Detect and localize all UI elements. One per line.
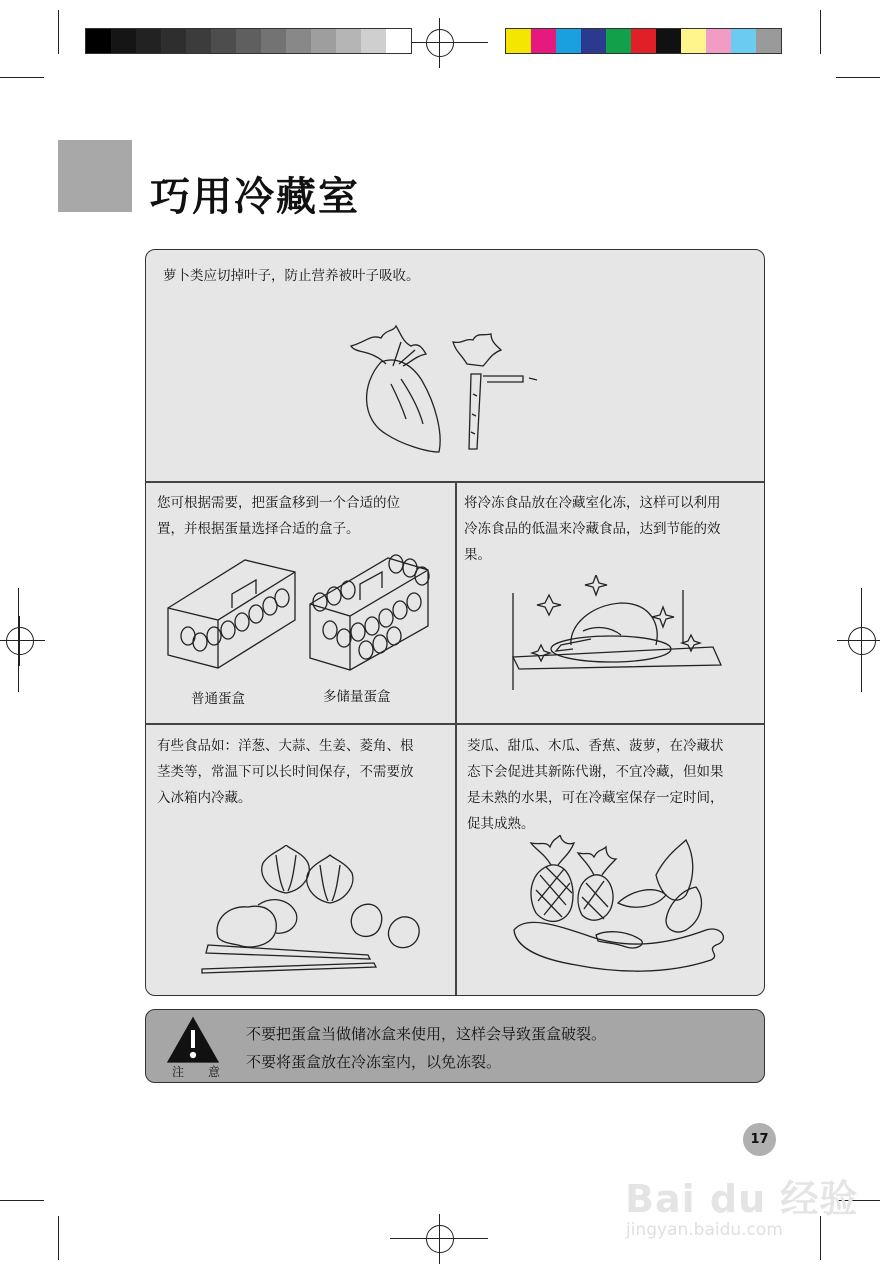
calibration-swatch — [386, 29, 411, 53]
warning-triangle-icon — [166, 1016, 220, 1064]
baidu-watermark: Bai du 经验 — [625, 1177, 859, 1221]
calibration-swatch — [706, 29, 731, 53]
calibration-swatch — [731, 29, 756, 53]
tropical-fruit-illustration — [506, 835, 746, 985]
registration-mark-icon — [426, 1225, 454, 1253]
room-temp-tip-line: 茎类等，常温下可以长时间保存，不需要放 — [157, 764, 414, 780]
warning-line: 不要把蛋盒当做储冰盒来使用，这样会导致蛋盒破裂。 — [246, 1025, 607, 1043]
registration-mark-icon — [6, 627, 34, 655]
registration-mark-icon — [426, 29, 454, 57]
thaw-tip-line: 冷冻食品的低温来冷藏食品，达到节能的效 — [464, 521, 721, 537]
crop-mark — [58, 10, 59, 54]
large-egg-box-label: 多储量蛋盒 — [323, 689, 391, 705]
room-temp-tip-line: 有些食品如：洋葱、大蒜、生姜、菱角、根 — [157, 738, 414, 754]
title-marker-block — [58, 140, 132, 212]
crop-mark — [0, 1200, 44, 1201]
baidu-watermark-url: jingyan.baidu.com — [626, 1220, 783, 1240]
thaw-tip-line: 果。 — [464, 547, 491, 563]
calibration-swatch — [656, 29, 681, 53]
calibration-swatch — [311, 29, 336, 53]
normal-egg-box-label: 普通蛋盒 — [191, 691, 245, 707]
calibration-swatch — [681, 29, 706, 53]
calibration-swatch — [86, 29, 111, 53]
tips-panel — [145, 249, 765, 996]
calibration-swatch — [261, 29, 286, 53]
egg-box-tip-line: 置，并根据蛋量选择合适的盒子。 — [157, 521, 360, 537]
calibration-swatch — [631, 29, 656, 53]
tropical-fruit-tip-line: 态下会促进其新陈代谢，不宜冷藏，但如果 — [467, 764, 724, 780]
warning-box — [145, 1009, 765, 1083]
tropical-fruit-tip-line: 是未熟的水果，可在冷藏室保存一定时间， — [467, 790, 724, 806]
tropical-fruit-tip-line: 促其成熟。 — [467, 816, 535, 832]
calibration-swatch — [756, 29, 781, 53]
panel-divider — [455, 481, 457, 995]
crop-mark — [0, 77, 44, 78]
calibration-swatch — [606, 29, 631, 53]
calibration-swatch — [211, 29, 236, 53]
crop-mark — [820, 10, 821, 54]
crop-mark — [452, 42, 488, 43]
grayscale-calibration-bar — [85, 28, 412, 54]
page-title: 巧用冷藏室 — [150, 174, 360, 220]
warning-label: 注 — [172, 1065, 185, 1079]
warning-label: 意 — [208, 1065, 221, 1079]
egg-box-illustration — [160, 550, 440, 680]
warning-line: 不要将蛋盒放在冷冻室内，以免冻裂。 — [246, 1053, 502, 1071]
color-calibration-bar — [505, 28, 782, 54]
egg-box-tip-line: 您可根据需要，把蛋盒移到一个合适的位 — [157, 495, 400, 511]
calibration-swatch — [361, 29, 386, 53]
calibration-swatch — [236, 29, 261, 53]
onion-garlic-ginger-illustration — [198, 845, 438, 975]
crop-mark — [390, 1238, 426, 1239]
calibration-swatch — [506, 29, 531, 53]
crop-mark — [836, 77, 880, 78]
radish-tip-text: 萝卜类应切掉叶子，防止营养被叶子吸收。 — [163, 268, 420, 284]
calibration-swatch — [556, 29, 581, 53]
calibration-swatch — [161, 29, 186, 53]
crop-mark — [452, 1238, 488, 1239]
calibration-swatch — [336, 29, 361, 53]
calibration-swatch — [531, 29, 556, 53]
calibration-swatch — [286, 29, 311, 53]
calibration-swatch — [186, 29, 211, 53]
frozen-chicken-illustration — [501, 575, 741, 705]
page-number: 17 — [743, 1123, 776, 1156]
registration-mark-icon — [848, 627, 876, 655]
tropical-fruit-tip-line: 茭瓜、甜瓜、木瓜、香蕉、菠萝，在冷藏状 — [467, 738, 724, 754]
calibration-swatch — [111, 29, 136, 53]
room-temp-tip-line: 入冰箱内冷藏。 — [157, 790, 252, 806]
calibration-swatch — [581, 29, 606, 53]
crop-mark — [58, 1216, 59, 1260]
thaw-tip-line: 将冷冻食品放在冷藏室化冻，这样可以利用 — [464, 495, 721, 511]
calibration-swatch — [136, 29, 161, 53]
radish-illustration — [341, 324, 561, 464]
